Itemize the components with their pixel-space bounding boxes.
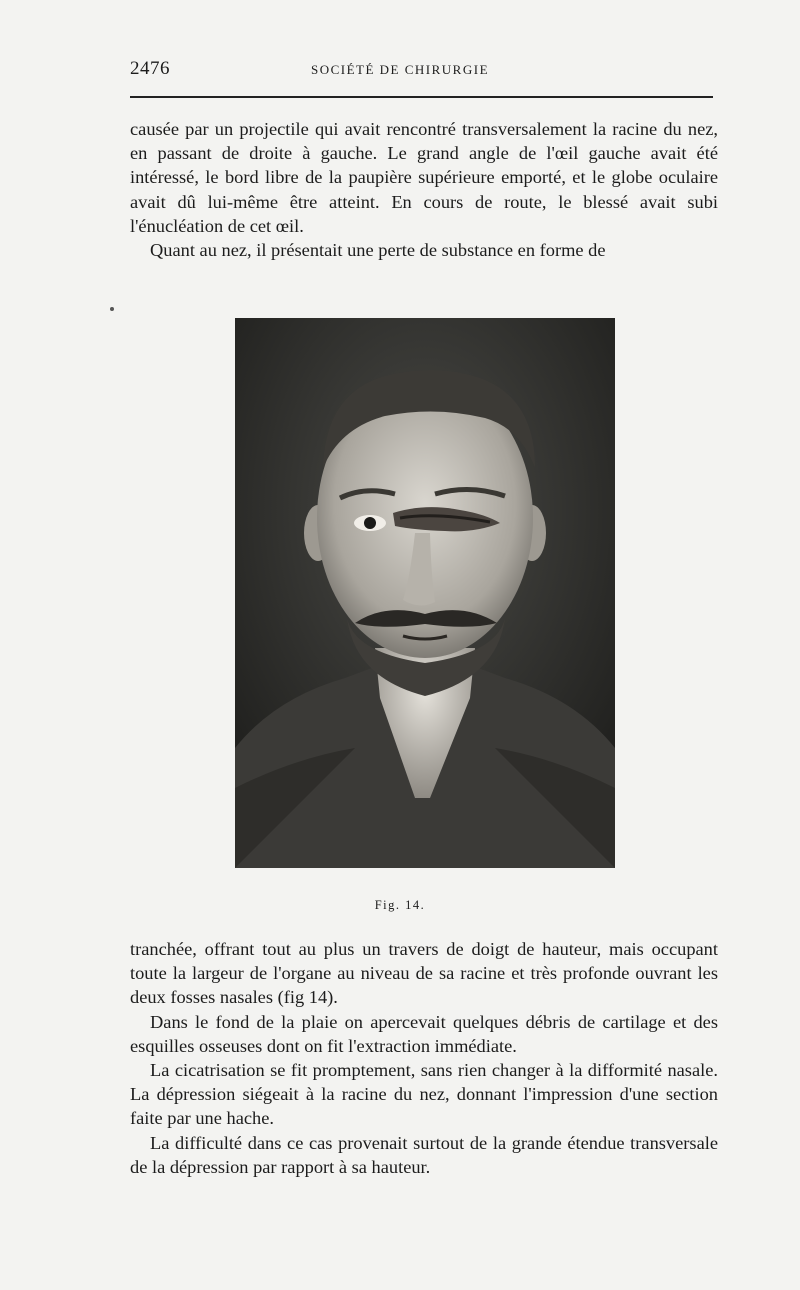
paragraph: causée par un projectile qui avait rencontré transversalement la racine du nez, en passant de droite à gauche. Le grand angle de l'œil gauche avait été intéressé, le bord libre de la paupière supérieure emporté, et le globe oculaire avait dû lui-même être atteint. En cours de route, le blessé avait subi l'énucléation de cet œil.: [130, 119, 718, 236]
running-title: SOCIÉTÉ DE CHIRURGIE: [310, 62, 490, 77]
paragraph: Dans le fond de la plaie on apercevait quelques débris de cartilage et des esquilles osseuses dont on fit l'extraction immédiate.: [130, 1011, 718, 1056]
body-text-bottom: [130, 937, 718, 1179]
body-text-top: [130, 117, 718, 262]
paragraph: tranchée, offrant tout au plus un travers de doigt de hauteur, mais occupant toute la largeur de l'organe au niveau de sa racine et très profonde ouvrant les deux fosses nasales (fig 14).: [130, 939, 718, 1008]
paragraph: La cicatrisation se fit promptement, sans rien changer à la difformité nasale. La dépression siégeait à la racine du nez, donnant l'impression d'une section faite par une hache.: [130, 1060, 718, 1129]
patient-photograph: [235, 318, 615, 868]
paragraph: Quant au nez, il présentait une perte de substance en forme de: [150, 240, 606, 261]
header-rule: [130, 96, 713, 98]
margin-speck: [110, 307, 114, 311]
paragraph: La difficulté dans ce cas provenait surtout de la grande étendue transversale de la dépression par rapport à sa hauteur.: [130, 1132, 718, 1177]
figure-caption: Fig. 14.: [374, 898, 426, 912]
page-number: 2476: [130, 58, 170, 79]
portrait-image: [235, 318, 615, 868]
